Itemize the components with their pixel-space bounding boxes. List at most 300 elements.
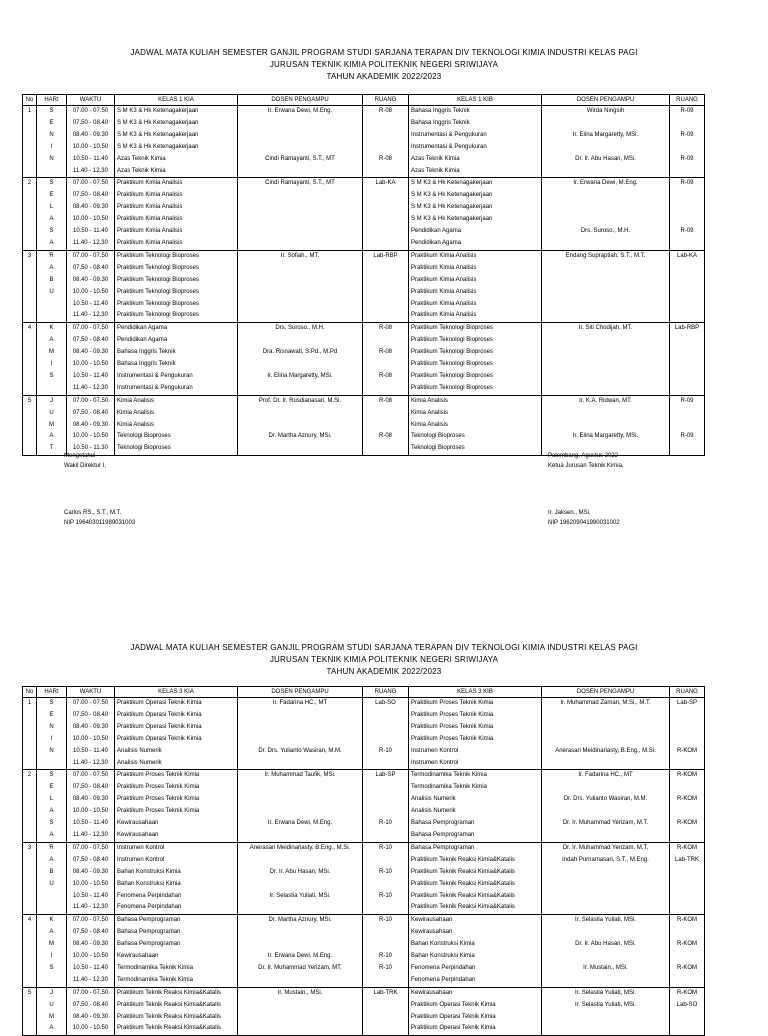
col-lecturer-b-cell [542,142,670,154]
col-room-b-cell: R-09 [670,178,705,190]
col-room-a-cell [363,142,409,154]
col-room-a-cell [363,130,409,142]
col-lecturer-a-cell [238,758,363,770]
col-lecturer-a-cell: Ir. Sofiah., MT. [238,250,363,262]
col-day-cell: U [37,408,67,420]
col-lecturer-a-cell: Ir. Muhammad Taufik, MSi. [238,770,363,782]
col-time-cell: 10.00 - 10.50 [67,1023,115,1035]
col-class-a-cell: Praktikum Teknologi Bioproses [115,299,238,311]
col-class-a-cell: Instrumentasi & Pengukuran [115,371,238,383]
col-class-a-cell: Bahasa Inggris Teknik [115,347,238,359]
col-time-cell: 10.50 - 11.40 [67,818,115,830]
col-lecturer-b-cell [542,710,670,722]
col-class-a-cell: Praktikum Teknik Reaksi Kimia&Katalis [115,987,238,999]
col-room-a-cell: Lab-KA [363,178,409,190]
col-lecturer-a-cell [238,214,363,226]
col-class-b-cell: Praktikum Kimia Analisis [409,287,542,299]
col-time-cell: 11.40 - 12.30 [67,975,115,987]
header-academic-year: TAHUN AKADEMIK 2022/2023 [326,72,442,81]
col-class-a-header: KELAS 3 KIA [115,687,238,698]
table-row [23,975,705,987]
col-room-a-cell [363,190,409,202]
col-day-cell: N [37,130,67,142]
col-lecturer-a-cell [238,238,363,250]
col-time-cell: 10.00 - 10.50 [67,806,115,818]
col-class-a-cell: Bahasa Pemprograman [115,915,238,927]
col-class-a-cell: Praktikum Proses Teknik Kimia [115,782,238,794]
col-lecturer-a-cell [238,299,363,311]
col-no-cell: 2 [23,770,37,782]
col-time-cell: 07.50 - 08.40 [67,118,115,130]
col-lecturer-b-header: DOSEN PENGAMPU [542,687,670,698]
col-room-a-cell [363,710,409,722]
col-class-a-cell: Termodinamika Teknik Kimia [115,963,238,975]
col-day-cell: N [37,722,67,734]
col-lecturer-a-cell: Dra. Risnawati, S.Pd., M.Pd [238,347,363,359]
col-class-b-cell: Praktikum Proses Teknik Kimia [409,710,542,722]
col-day-cell: A [37,238,67,250]
col-class-a-cell: Praktikum Teknologi Bioproses [115,310,238,322]
col-room-b-cell: R-KOM [670,963,705,975]
col-no-cell [23,722,37,734]
col-lecturer-a-cell [238,190,363,202]
signature-right-name: Ir. Jaksen., MSi. [548,510,591,516]
col-class-b-header: KELAS 3 KIB [409,687,542,698]
col-no-cell [23,879,37,891]
col-no-cell [23,1023,37,1035]
col-lecturer-b-cell: Ir. Mustain., MSi. [542,963,670,975]
col-no-cell [23,226,37,238]
col-class-b-cell: Instrumen Kontrol [409,746,542,758]
col-day-cell: S [37,226,67,238]
col-class-a-cell: Bahasa Pemprograman [115,939,238,951]
col-time-cell: 07.00 - 07.50 [67,323,115,335]
header-title: JADWAL MATA KULIAH SEMESTER GANJIL PROGRAM STUDI SARJANA TERAPAN DIV TEKNOLOGI KIMIA INDUSTRI KELAS PAGI [130,48,638,57]
col-room-b-cell [670,975,705,987]
table-row [23,806,705,818]
col-lecturer-a-cell [238,142,363,154]
col-room-b-cell: R-KOM [670,746,705,758]
col-room-a-cell [363,855,409,867]
table-header-row [23,687,705,698]
col-day-cell [37,758,67,770]
col-lecturer-a-cell [238,420,363,432]
col-lecturer-a-cell [238,794,363,806]
col-lecturer-a-cell [238,879,363,891]
col-time-cell: 10.00 - 10.50 [67,951,115,963]
col-lecturer-a-cell [238,939,363,951]
schedule-header-2 [0,642,768,678]
col-class-b-cell: Fenomena Perpindahan [409,975,542,987]
table-row [23,722,705,734]
col-time-cell: 08.40 - 09.30 [67,722,115,734]
table-row [23,951,705,963]
col-room-a-cell [363,238,409,250]
table-row [23,431,705,443]
col-time-cell: 10.50 - 11.40 [67,371,115,383]
col-class-a-cell: Praktikum Proses Teknik Kimia [115,770,238,782]
col-room-b-cell: R-KOM [670,794,705,806]
col-lecturer-a-cell [238,722,363,734]
col-no-cell [23,190,37,202]
col-lecturer-a-cell [238,287,363,299]
col-class-b-cell: Praktikum Teknologi Bioproses [409,371,542,383]
col-no-cell: 5 [23,987,37,999]
table-row [23,118,705,130]
col-time-header: WAKTU [67,95,115,106]
col-lecturer-b-cell: Ir. Siti Chodijah, MT. [542,323,670,335]
col-room-a-cell [363,443,409,455]
col-room-a-cell: R-08 [363,347,409,359]
col-time-cell: 08.40 - 09.30 [67,939,115,951]
col-no-cell [23,166,37,178]
table-row [23,142,705,154]
col-room-b-cell: Lab-TRK [670,855,705,867]
col-lecturer-b-cell [542,287,670,299]
col-day-cell [37,310,67,322]
col-class-b-cell: Instrumentasi & Pengukuran [409,142,542,154]
col-lecturer-a-cell: Drs. Suroso., M.H. [238,323,363,335]
col-time-cell: 10.50 - 11.40 [67,746,115,758]
col-room-a-cell [363,202,409,214]
col-lecturer-a-cell: Dr. Ir. Abu Hasan, MSi. [238,867,363,879]
col-class-a-cell: Pendidikan Agama [115,323,238,335]
col-class-b-cell: Praktikum Teknologi Bioproses [409,347,542,359]
col-room-a-header: RUANG [363,687,409,698]
col-lecturer-b-cell [542,867,670,879]
col-lecturer-b-cell [542,238,670,250]
col-room-b-cell: R-09 [670,431,705,443]
col-class-a-cell: Instrumen Kontrol [115,842,238,854]
col-time-cell: 08.40 - 09.30 [67,130,115,142]
col-room-b-cell [670,758,705,770]
col-day-cell: U [37,879,67,891]
col-lecturer-a-cell [238,927,363,939]
col-room-a-cell [363,420,409,432]
col-class-a-cell: Praktikum Operasi Teknik Kimia [115,698,238,710]
col-no-cell [23,1000,37,1012]
col-time-cell: 07.50 - 08.40 [67,335,115,347]
col-lecturer-a-cell [238,226,363,238]
col-room-a-cell: R-10 [363,963,409,975]
col-room-b-cell [670,867,705,879]
table-row [23,734,705,746]
col-class-a-cell: Praktikum Kimia Analisis [115,226,238,238]
col-class-a-cell: Praktikum Kimia Analisis [115,214,238,226]
col-class-b-cell: Praktikum Kimia Analisis [409,299,542,311]
col-class-a-cell: Instrumentasi & Pengukuran [115,383,238,395]
col-lecturer-a-cell: Ir. Selastia Yuliati, MSi. [238,891,363,903]
table-row [23,178,705,190]
col-class-b-cell: Analisis Numerik [409,806,542,818]
col-lecturer-a-cell [238,359,363,371]
col-room-a-cell: R-10 [363,891,409,903]
table-row [23,214,705,226]
col-lecturer-a-cell [238,710,363,722]
col-day-cell [37,166,67,178]
col-room-b-cell [670,359,705,371]
col-class-b-cell: Azas Teknik Kimia [409,166,542,178]
signature-right [548,451,624,471]
col-room-a-cell: Lab-TRK [363,987,409,999]
col-time-cell: 10.50 - 11.40 [67,963,115,975]
col-lecturer-a-cell: Ir. Elina Margaretty, MSi. [238,371,363,383]
col-lecturer-b-cell [542,371,670,383]
col-no-cell [23,371,37,383]
col-room-a-cell [363,383,409,395]
col-class-b-cell: Praktikum Proses Teknik Kimia [409,698,542,710]
col-time-cell: 07.00 - 07.50 [67,106,115,118]
col-room-b-cell [670,383,705,395]
col-day-cell: A [37,1023,67,1035]
col-room-b-cell [670,902,705,914]
col-lecturer-a-cell [238,263,363,275]
col-day-cell: A [37,431,67,443]
table-row [23,310,705,322]
col-no-cell [23,142,37,154]
col-room-a-cell [363,782,409,794]
header-academic-year: TAHUN AKADEMIK 2022/2023 [326,667,442,676]
col-lecturer-b-cell: Drs. Suroso., M.H. [542,226,670,238]
col-room-b-cell [670,806,705,818]
col-lecturer-a-cell: Ir. Fadarina HC., MT [238,698,363,710]
col-time-cell: 07.00 - 07.50 [67,842,115,854]
col-lecturer-a-cell [238,310,363,322]
col-room-b-cell [670,238,705,250]
col-lecturer-b-cell [542,758,670,770]
col-no-cell [23,275,37,287]
col-time-cell: 11.40 - 12.30 [67,238,115,250]
col-room-b-cell [670,1023,705,1035]
col-room-a-cell [363,927,409,939]
col-room-b-cell: R-09 [670,130,705,142]
col-no-cell [23,867,37,879]
col-class-b-cell: Bahasa Pemprograman [409,830,542,842]
table-row [23,939,705,951]
col-lecturer-a-cell: Anerasari Meidinariasty, B.Eng., M.Si. [238,842,363,854]
col-room-b-cell: R-KOM [670,770,705,782]
col-class-b-cell: Instrumentasi & Pengukuran [409,130,542,142]
col-lecturer-b-cell [542,335,670,347]
schedule-table-1 [22,94,705,456]
col-class-a-cell: Bahan Konstruksi Kimia [115,867,238,879]
col-room-a-cell: R-10 [363,818,409,830]
col-lecturer-b-cell: Ir. Selastia Yuliati, MSi. [542,1000,670,1012]
col-lecturer-a-cell [238,855,363,867]
col-room-b-cell [670,1012,705,1024]
col-class-a-cell: Azas Teknik Kimia [115,166,238,178]
col-class-b-cell: Kimia Analisis [409,420,542,432]
col-room-b-cell: R-09 [670,226,705,238]
col-day-cell: S [37,178,67,190]
col-room-a-cell [363,758,409,770]
col-class-b-cell: Kewirausahaan [409,915,542,927]
col-room-a-cell: R-08 [363,106,409,118]
col-class-b-cell: Kimia Analisis [409,395,542,407]
col-class-b-header: KELAS 1 KIB [409,95,542,106]
col-lecturer-a-cell [238,118,363,130]
table-row [23,226,705,238]
table-row [23,154,705,166]
col-no-cell: 3 [23,250,37,262]
col-class-b-cell: S M K3 & Hk Ketenagakerjaan [409,214,542,226]
col-lecturer-b-cell [542,975,670,987]
col-class-b-cell: Praktikum Teknologi Bioproses [409,383,542,395]
col-no-cell [23,855,37,867]
col-class-a-cell: Praktikum Kimia Analisis [115,238,238,250]
col-no-cell [23,287,37,299]
col-day-cell: E [37,190,67,202]
header-department: JURUSAN TEKNIK KIMIA POLITEKNIK NEGERI SRIWIJAYA [269,655,499,664]
col-class-b-cell: Kewirausahaan [409,927,542,939]
col-room-a-cell: Lab-SP [363,770,409,782]
col-time-cell: 10.50 - 11.40 [67,154,115,166]
col-class-b-cell: Teknologi Bioproses [409,443,542,455]
col-room-b-cell [670,951,705,963]
col-time-cell: 07.00 - 07.50 [67,915,115,927]
col-day-cell: L [37,794,67,806]
col-class-b-cell: Praktikum Teknologi Bioproses [409,323,542,335]
col-no-cell [23,710,37,722]
table-row [23,238,705,250]
col-no-cell [23,202,37,214]
col-no-cell [23,310,37,322]
col-lecturer-a-cell: Cindi Ramayanti, S.T., MT [238,178,363,190]
col-class-a-cell: Analisis Numerik [115,746,238,758]
col-no-cell [23,154,37,166]
col-room-a-cell [363,830,409,842]
col-day-cell: E [37,118,67,130]
table-row [23,794,705,806]
col-time-cell: 07.50 - 08.40 [67,710,115,722]
col-class-a-cell: Bahasa Inggris Teknik [115,359,238,371]
col-room-b-cell [670,371,705,383]
col-class-a-cell: Praktikum Teknologi Bioproses [115,275,238,287]
col-lecturer-b-cell [542,275,670,287]
col-class-a-cell: Bahasa Pemprograman [115,927,238,939]
table-row [23,915,705,927]
table-row [23,963,705,975]
col-class-a-cell: Praktikum Teknologi Bioproses [115,263,238,275]
col-class-a-cell: Praktikum Kimia Analisis [115,202,238,214]
col-room-b-cell [670,118,705,130]
col-lecturer-a-cell [238,166,363,178]
col-room-b-cell [670,879,705,891]
col-lecturer-b-cell [542,891,670,903]
col-day-cell: A [37,335,67,347]
col-room-a-cell [363,226,409,238]
col-class-a-cell: Praktikum Teknologi Bioproses [115,250,238,262]
col-lecturer-a-cell [238,383,363,395]
col-no-header: No [23,95,37,106]
col-time-cell: 07.00 - 07.50 [67,395,115,407]
col-class-b-cell: S M K3 & Hk Ketenagakerjaan [409,202,542,214]
col-lecturer-b-cell: Ir. Selastia Yuliati, MSi. [542,987,670,999]
col-room-a-cell [363,275,409,287]
col-day-header: HARI [37,687,67,698]
col-room-b-cell [670,927,705,939]
col-no-cell [23,335,37,347]
col-lecturer-b-cell: Ir. Selastia Yuliati, MSi. [542,915,670,927]
col-class-a-cell: Praktikum Teknik Reaksi Kimia&Katalis [115,1012,238,1024]
col-lecturer-b-cell [542,951,670,963]
col-day-cell: J [37,987,67,999]
col-room-a-cell [363,166,409,178]
col-class-b-cell: Instrumen Kontrol [409,758,542,770]
col-room-a-cell: R-10 [363,842,409,854]
col-no-cell [23,118,37,130]
col-no-cell [23,431,37,443]
col-lecturer-a-cell [238,275,363,287]
col-class-b-cell: Praktikum Teknik Reaksi Kimia&Katalis [409,867,542,879]
col-room-a-cell [363,214,409,226]
col-class-b-cell: Termodinamika Teknik Kimia [409,770,542,782]
col-no-cell [23,927,37,939]
col-lecturer-b-cell: Anerasari Meidinariasty, B.Eng., M.Si. [542,746,670,758]
col-room-b-cell: R-KOM [670,818,705,830]
col-time-cell: 07.00 - 07.50 [67,250,115,262]
col-class-a-cell: Pendidikan Agama [115,335,238,347]
col-lecturer-b-cell [542,782,670,794]
header-department: JURUSAN TEKNIK KIMIA POLITEKNIK NEGERI SRIWIJAYA [269,60,499,69]
col-no-cell: 5 [23,395,37,407]
col-class-a-cell: Kewirausahaan [115,830,238,842]
col-day-cell [37,975,67,987]
col-room-b-cell: R-KOM [670,915,705,927]
col-day-cell: E [37,782,67,794]
col-time-cell: 07.00 - 07.50 [67,987,115,999]
table-row [23,190,705,202]
table-row [23,202,705,214]
col-day-cell [37,299,67,311]
col-no-cell [23,1012,37,1024]
col-time-cell: 10.50 - 11.30 [67,443,115,455]
col-room-a-cell: R-08 [363,431,409,443]
table-row [23,383,705,395]
col-no-cell [23,238,37,250]
col-lecturer-b-cell [542,359,670,371]
col-lecturer-a-cell [238,830,363,842]
col-class-b-cell: Bahasa Pemprograman [409,818,542,830]
col-class-b-cell: Bahan Konstruksi Kimia [409,951,542,963]
col-room-b-cell: Lab-KA [670,250,705,262]
col-lecturer-a-header: DOSEN PENGAMPU [238,687,363,698]
col-lecturer-b-cell: Wirda Ningsih [542,106,670,118]
col-no-cell [23,734,37,746]
col-class-b-cell: S M K3 & Hk Ketenagakerjaan [409,178,542,190]
col-no-cell [23,758,37,770]
col-lecturer-b-cell: Dr. Ir. Muhammad Yerizam, M.T. [542,818,670,830]
col-room-a-cell [363,310,409,322]
table-row [23,166,705,178]
table-row [23,987,705,999]
col-class-b-cell: Azas Teknik Kimia [409,154,542,166]
col-time-cell: 11.40 - 12.30 [67,830,115,842]
col-room-b-cell: Lab-SP [670,698,705,710]
col-lecturer-b-cell [542,927,670,939]
col-lecturer-a-cell: Dr. Ir. Muhammad Yerizam, MT. [238,963,363,975]
signature-left-name: Carlos RS., S.T., M.T. [64,510,122,516]
col-class-b-cell: Kimia Analisis [409,408,542,420]
col-lecturer-b-cell [542,722,670,734]
col-no-cell: 2 [23,178,37,190]
col-lecturer-a-cell [238,408,363,420]
col-time-cell: 07.50 - 08.40 [67,408,115,420]
table-row [23,867,705,879]
col-room-b-cell: R-KOM [670,939,705,951]
table-row [23,1023,705,1035]
col-no-cell [23,902,37,914]
